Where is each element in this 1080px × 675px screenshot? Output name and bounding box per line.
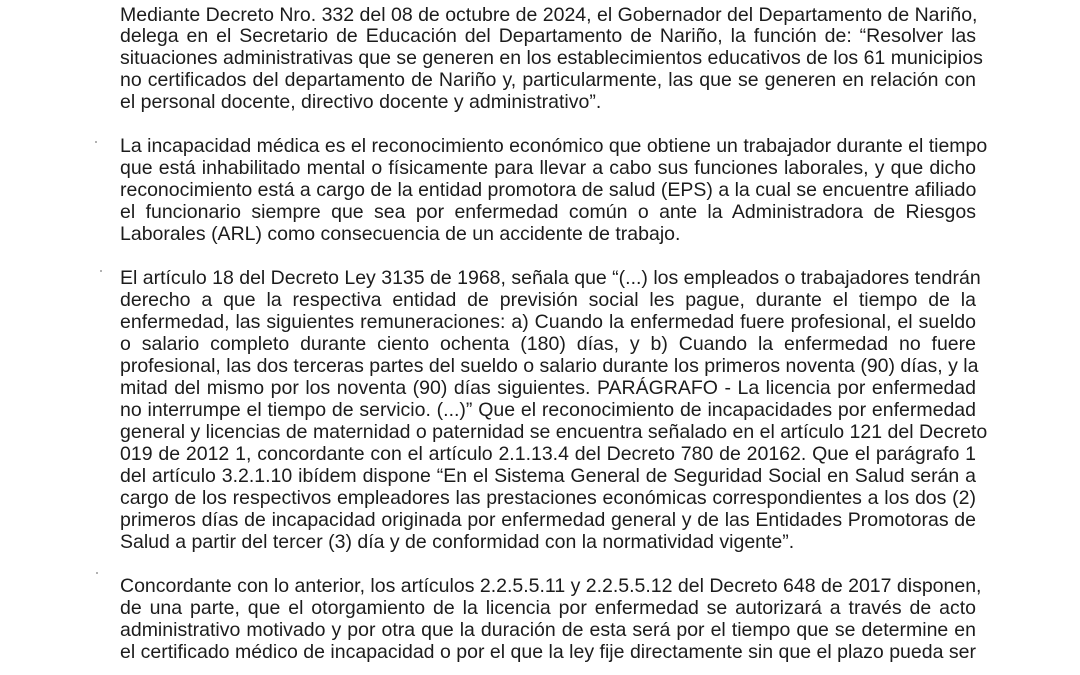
- text-line: primeros días de incapacidad originada por enfermedad general y de las Entidades Promotoras de: [120, 509, 976, 531]
- text-line: general y licencias de maternidad o paternidad se encuentra señalado en el artículo 121 del Decreto: [120, 421, 988, 443]
- text-line: no interrumpe el tiempo de servicio. (...)” Que el reconocimiento de incapacidades por enfermedad: [120, 399, 976, 421]
- text-line: o salario completo durante ciento ochenta (180) días, y b) Cuando la enfermedad no fuere: [120, 333, 976, 355]
- text-line: de una parte, que el otorgamiento de la licencia por enfermedad se autorizará a través de acto: [120, 597, 976, 619]
- text-line: el personal docente, directivo docente y administrativo”.: [120, 91, 602, 113]
- text-line: cargo de los respectivos empleadores las prestaciones económicas correspondientes a los dos (2): [120, 487, 976, 509]
- text-line: Concordante con lo anterior, los artículos 2.2.5.5.11 y 2.2.5.5.12 del Decreto 648 de 2017 disponen,: [120, 575, 982, 597]
- text-line: del artículo 3.2.1.10 ibídem dispone “En el Sistema General de Seguridad Social en Salud serán a: [120, 465, 976, 487]
- scan-speck: [100, 270, 102, 272]
- text-line: El artículo 18 del Decreto Ley 3135 de 1968, señala que “(...) los empleados o trabajadores tendrán: [120, 267, 981, 289]
- text-line: administrativo motivado y por otra que la duración de esta será por el tiempo que se determine en: [120, 619, 976, 641]
- text-line: no certificados del departamento de Nariño y, particularmente, las que se generen en relación con: [120, 69, 976, 91]
- text-line: el funcionario siempre que sea por enfermedad común o ante la Administradora de Riesgos: [120, 201, 976, 223]
- text-line: profesional, las dos terceras partes del sueldo o salario durante los primeros noventa (90) días, y la: [120, 355, 979, 377]
- text-line: que está inhabilitado mental o físicamente para llevar a cabo sus funciones laborales, y que dicho: [120, 157, 976, 179]
- text-line: enfermedad, las siguientes remuneraciones: a) Cuando la enfermedad fuere profesional, el sueldo: [120, 311, 976, 333]
- scan-speck: [96, 572, 98, 574]
- text-line: 019 de 2012 1, concordante con el artículo 2.1.13.4 del Decreto 780 de 20162. Que el parágrafo 1: [120, 443, 976, 465]
- scan-speck: [95, 141, 97, 143]
- text-line: el certificado médico de incapacidad o por el que la ley fije directamente sin que el plazo pueda ser: [120, 641, 976, 663]
- text-line: [120, 662, 976, 675]
- text-line: derecho a que la respectiva entidad de previsión social les pague, durante el tiempo de la: [120, 289, 976, 311]
- text-line: reconocimiento está a cargo de la entidad promotora de salud (EPS) a la cual se encuentre afiliado: [120, 179, 977, 201]
- text-line: mitad del mismo por los noventa (90) días siguientes. PARÁGRAFO - La licencia por enfermedad: [120, 377, 976, 399]
- text-line: situaciones administrativas que se generen en los establecimientos educativos de los 61 municipios: [120, 47, 983, 69]
- text-line: Laborales (ARL) como consecuencia de un accidente de trabajo.: [120, 223, 681, 245]
- text-line: Salud a partir del tercer (3) día y de conformidad con la normatividad vigente”.: [120, 531, 795, 553]
- text-line: delega en el Secretario de Educación del Departamento de Nariño, la función de: “Resolver las: [120, 25, 976, 47]
- text-line: Mediante Decreto Nro. 332 del 08 de octubre de 2024, el Gobernador del Departamento de Nariño,: [120, 4, 978, 26]
- text-line: La incapacidad médica es el reconocimiento económico que obtiene un trabajador durante el tiempo: [120, 135, 988, 157]
